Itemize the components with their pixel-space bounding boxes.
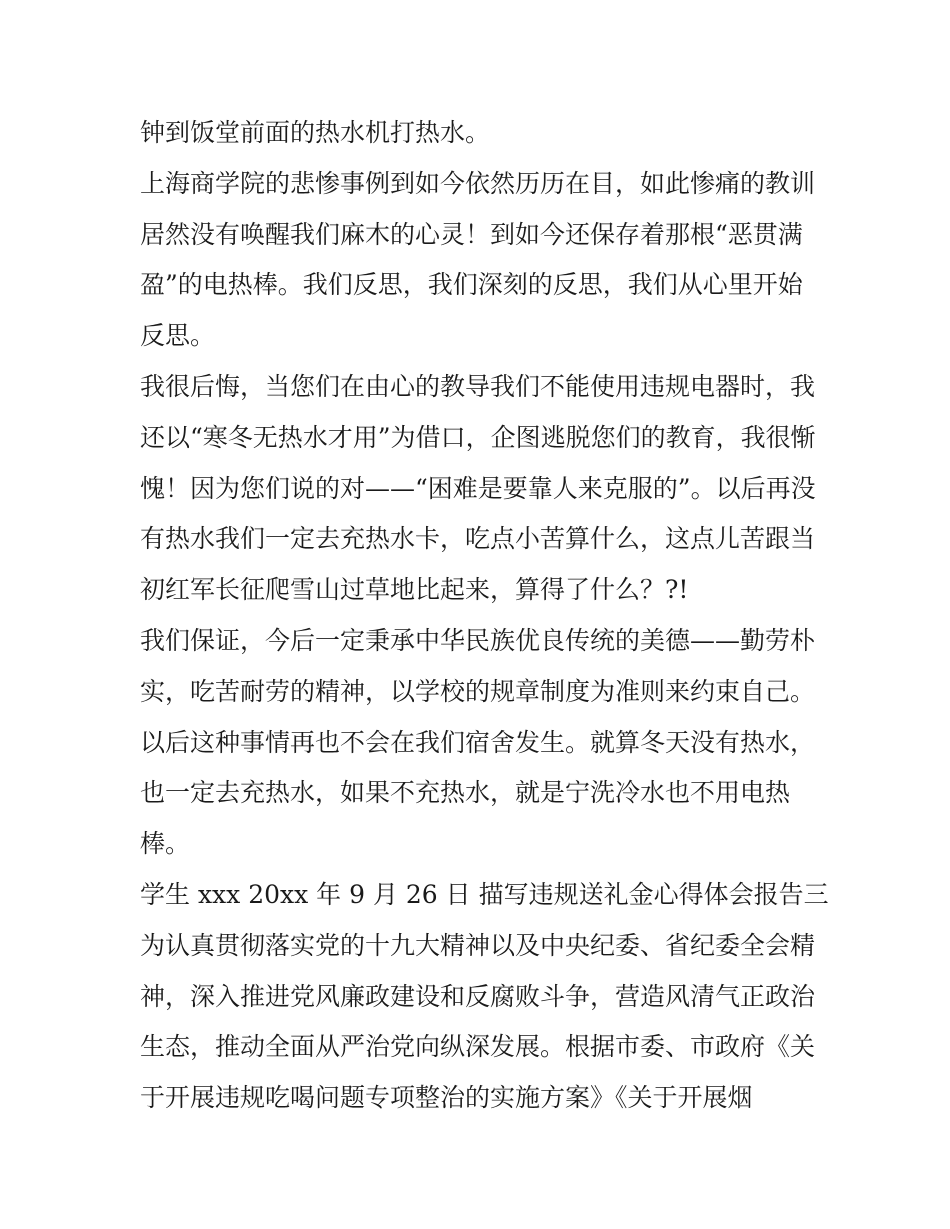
text-line: 我很后悔，当您们在由心的教导我们不能使用违规电器时，我 [140,371,816,401]
text-line: 为认真贯彻落实党的十九大精神以及中央纪委、省纪委全会精 [140,930,816,960]
body-text [140,108,830,1124]
text-line: 有热水我们一定去充热水卡，吃点小苦算什么，这点儿苦跟当 [140,524,816,554]
text-line: 实，吃苦耐劳的精神，以学校的规章制度为准则来约束自己。 [140,676,816,706]
text-line: 神，深入推进党风廉政建设和反腐败斗争，营造风清气正政治 [140,981,816,1011]
text-line: 还以“寒冬无热水才用”为借口，企图逃脱您们的教育，我很惭 [140,422,816,452]
text-line: 棒。 [140,829,191,859]
text-line: 盈”的电热棒。我们反思，我们深刻的反思，我们从心里开始 [140,270,803,300]
text-line: 于开展违规吃喝问题专项整治的实施方案》《关于开展烟 [140,1083,753,1113]
text-line: 钟到饭堂前面的热水机打热水。 [140,118,491,147]
text-line: 反思。 [140,321,216,351]
text-line: 学生 xxx 20xx 年 9 月 26 日 描写违规送礼金心得体会报告三 [140,879,829,909]
text-line: 居然没有唤醒我们麻木的心灵！到如今还保存着那根“恶贯满 [140,219,803,249]
text-line: 生态，推动全面从严治党向纵深发展。根据市委、市政府《关 [140,1032,816,1062]
text-line: 愧！因为您们说的对——“困难是要靠人来克服的”。以后再没 [140,473,816,503]
text-line: 也一定去充热水，如果不充热水，就是宁洗冷水也不用电热 [140,778,791,808]
text-line: 上海商学院的悲惨事例到如今依然历历在目，如此惨痛的教训 [140,168,816,198]
text-line: 以后这种事情再也不会在我们宿舍发生。就算冬天没有热水， [140,727,816,757]
text-line: 我们保证，今后一定秉承中华民族优良传统的美德——勤劳朴 [140,625,816,655]
text-line: 初红军长征爬雪山过草地比起来，算得了什么？?! [140,575,689,605]
